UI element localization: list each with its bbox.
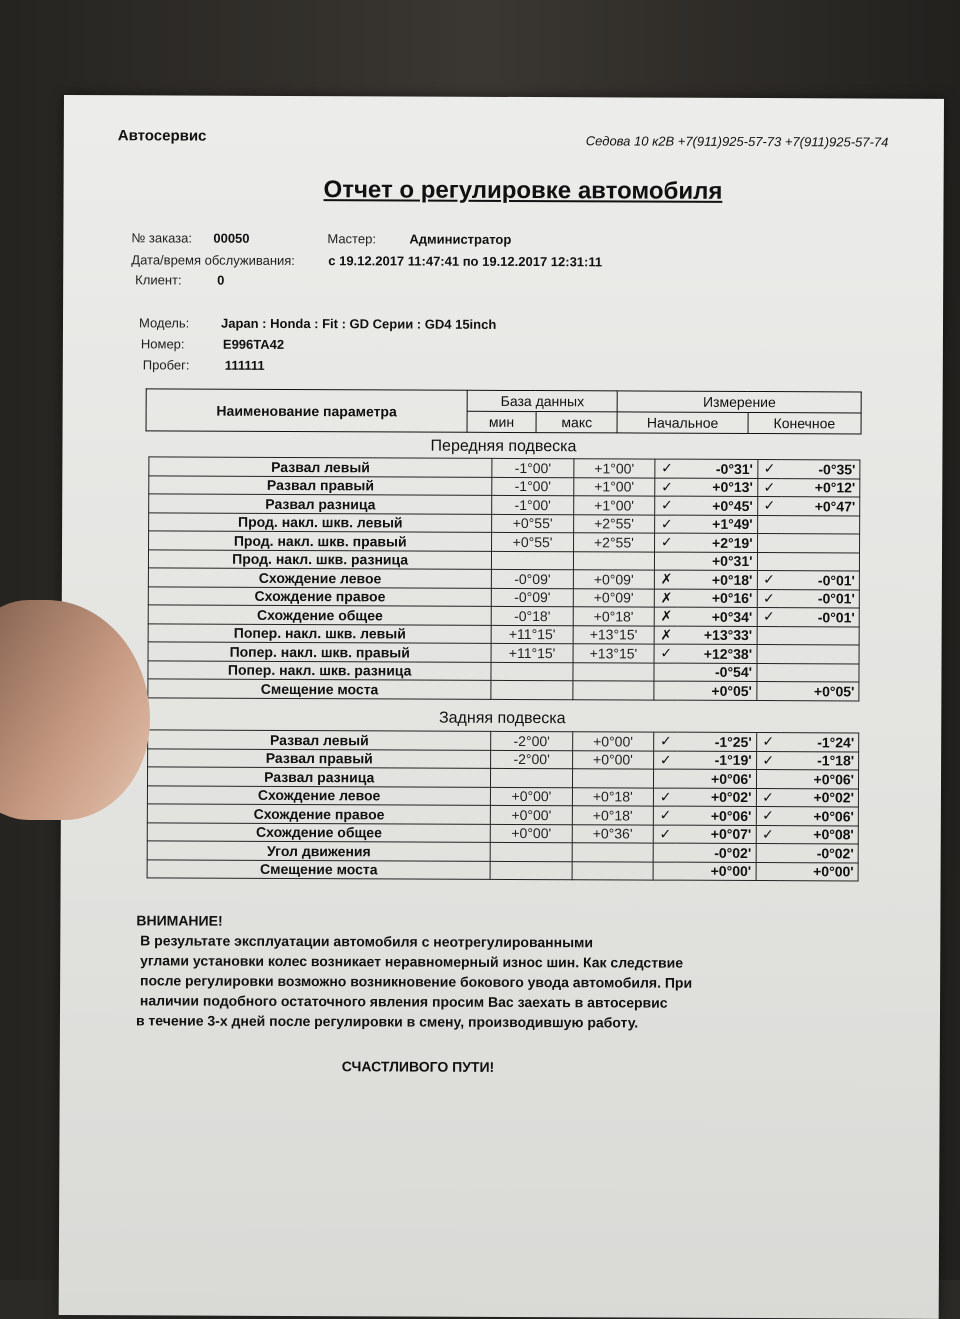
final-status-icon: ✓ [757,478,781,497]
initial-status-icon: ✓ [653,825,677,844]
datetime-label: Дата/время обслуживания: [131,252,295,269]
master-value: Администратор [409,231,512,247]
param-name: Развал разница [147,767,490,787]
db-min [490,861,571,880]
table-row [147,859,858,881]
db-min [491,662,572,681]
param-name: Попер. накл. шкв. левый [148,623,491,643]
final-status-icon: ✓ [757,571,781,590]
notice-line: наличии подобного остаточного явления просим Вас заехать в автосервис [136,992,668,1011]
company-contact: Седова 10 к2В +7(911)925-57-73 +7(911)925-57-74 [585,133,889,150]
plate-value: E996TA42 [222,336,285,352]
initial-value: +13°33' [678,626,757,645]
initial-status-icon [654,552,678,571]
rear-section-title: Задняя подвеска [438,709,566,728]
db-min [492,551,573,570]
db-max: +0°36' [572,824,653,843]
param-name: Развал левый [148,730,491,750]
initial-status-icon: ✓ [655,496,679,515]
header-final: Конечное [748,412,861,433]
initial-value: +0°06' [677,769,756,788]
master-label: Мастер: [327,231,377,247]
final-status-icon [756,862,780,881]
db-max: +0°00' [572,732,653,751]
param-name: Схождение левое [147,785,490,805]
initial-value: +0°07' [677,825,756,844]
initial-value: -0°02' [677,843,756,862]
initial-value: +0°06' [677,806,756,825]
notice-line: после регулировки возможно возникновение бокового увода автомобиля. При [136,972,693,991]
param-name: Прод. накл. шкв. левый [149,512,492,532]
db-max [572,843,653,862]
db-min [491,842,572,861]
param-name: Схождение правое [148,586,491,606]
initial-value: +0°31' [678,552,757,571]
final-value: +0°06' [780,770,859,789]
initial-status-icon [653,862,677,881]
param-name: Развал правый [149,475,492,495]
initial-value: -1°25' [677,732,756,751]
rear-suspension-table [147,729,860,881]
final-status-icon: ✓ [757,497,781,516]
initial-status-icon: ✓ [655,459,679,478]
final-value: +0°00' [779,862,858,881]
db-min: -2°00' [491,731,572,750]
final-value [780,663,859,682]
db-max: +0°18' [572,787,653,806]
report-title: Отчет о регулировке автомобиля [323,176,723,205]
initial-value: +0°05' [678,681,757,700]
final-value: -0°01' [781,571,860,590]
initial-status-icon [653,843,677,862]
final-status-icon [757,552,781,571]
initial-value: +0°16' [678,589,757,608]
report-sheet [59,95,944,1319]
db-min: +0°00' [491,787,572,806]
front-section-title: Передняя подвеска [430,437,577,456]
mileage-label: Пробег: [142,357,190,373]
mileage-value: 111111 [224,357,265,373]
db-max: +0°00' [572,750,653,769]
db-min: +0°00' [491,824,572,843]
param-name: Попер. накл. шкв. правый [148,642,491,662]
param-name: Попер. накл. шкв. разница [148,660,491,680]
notice-line: В результате эксплуатации автомобиля с неотрегулированными [136,932,594,951]
initial-value: +0°18' [678,570,757,589]
final-value: +0°02' [780,788,859,807]
final-status-icon [757,645,781,664]
db-min: +0°55' [492,514,573,533]
db-min: -1°00' [492,477,573,496]
final-status-icon [756,844,780,863]
db-max: +0°09' [573,588,654,607]
model-value: Japan : Honda : Fit : GD Серии : GD4 15inch [220,315,497,332]
db-max: +1°00' [574,459,655,478]
param-name: Прод. накл. шкв. правый [149,531,492,551]
final-status-icon [757,534,781,553]
header-measurement: Измерение [618,391,862,413]
notice-line: углами установки колес возникает неравномерный износ шин. Как следствие [136,952,684,971]
db-min: +11°15' [491,643,572,662]
final-status-icon: ✓ [756,733,780,752]
initial-status-icon [654,681,678,700]
db-min: -0°09' [492,569,573,588]
db-max [573,551,654,570]
db-min: -1°00' [492,458,573,477]
param-name: Прод. накл. шкв. разница [148,549,491,569]
front-suspension-table [147,456,860,701]
db-max: +1°00' [573,496,654,515]
param-name: Развал правый [148,748,491,768]
header-database: База данных [467,390,618,412]
db-min [491,768,572,787]
final-status-icon: ✓ [757,608,781,627]
db-min: -2°00' [491,750,572,769]
db-max: +2°55' [573,514,654,533]
final-status-icon [756,682,780,701]
final-status-icon [756,663,780,682]
table-header [146,388,862,434]
final-status-icon: ✓ [756,751,780,770]
final-status-icon: ✓ [756,825,780,844]
client-label: Клиент: [135,272,182,288]
initial-status-icon: ✓ [654,644,678,663]
final-status-icon: ✓ [756,788,780,807]
final-status-icon [756,770,780,789]
param-name: Схождение правое [147,804,490,824]
db-min: +0°55' [492,532,573,551]
initial-value: -0°54' [678,663,757,682]
order-value: 00050 [213,230,250,246]
db-max [572,769,653,788]
header-param: Наименование параметра [146,389,467,432]
company-name: Автосервис [117,127,207,145]
initial-value: +0°45' [678,496,757,515]
db-max: +0°18' [573,607,654,626]
initial-value: +2°19' [678,533,757,552]
final-status-icon [757,626,781,645]
plate-label: Номер: [140,336,185,352]
initial-status-icon: ✓ [654,751,678,770]
initial-value: +1°49' [678,515,757,534]
final-value: +0°47' [781,497,860,516]
final-value [780,626,859,645]
db-min: +11°15' [491,625,572,644]
initial-value: -1°19' [677,751,756,770]
initial-status-icon: ✗ [654,570,678,589]
client-value: 0 [217,272,225,288]
table-row [148,679,859,701]
final-value: -1°18' [780,751,859,770]
final-value: -0°01' [781,589,860,608]
initial-value: +12°38' [678,644,757,663]
db-max: +13°15' [573,625,654,644]
initial-value: -0°31' [679,459,758,478]
db-min: +0°00' [491,805,572,824]
notice [136,910,692,1032]
initial-status-icon: ✓ [653,806,677,825]
initial-status-icon: ✗ [654,589,678,608]
final-value [781,552,860,571]
farewell: СЧАСТЛИВОГО ПУТИ! [341,1058,495,1075]
final-value [781,515,860,534]
final-value: -0°35' [781,460,860,479]
initial-status-icon: ✗ [654,607,678,626]
db-max: +0°09' [573,570,654,589]
param-name: Схождение общее [147,822,490,842]
param-name: Схождение общее [148,605,491,625]
initial-status-icon: ✓ [655,478,679,497]
db-min [491,680,572,699]
db-max: +2°55' [573,533,654,552]
db-max: +0°18' [572,806,653,825]
final-value [781,534,860,553]
initial-status-icon [654,769,678,788]
header-min: мин [467,411,536,432]
initial-value: +0°00' [677,862,756,881]
param-name: Схождение левое [148,568,491,588]
model-label: Модель: [138,315,190,331]
param-name: Смещение моста [147,859,490,879]
final-status-icon: ✓ [757,589,781,608]
db-min: -0°18' [492,606,573,625]
final-value: +0°05' [780,682,859,701]
final-value: -1°24' [780,733,859,752]
final-value: +0°06' [780,807,859,826]
final-value: +0°08' [780,825,859,844]
db-max: +1°00' [573,477,654,496]
initial-status-icon: ✓ [655,515,679,534]
header-max: макс [536,412,618,433]
notice-heading: ВНИМАНИЕ! [136,912,223,929]
final-value [780,645,859,664]
db-max: +13°15' [573,644,654,663]
header-initial: Начальное [618,412,748,434]
order-label: № заказа: [131,230,193,246]
initial-value: +0°02' [677,788,756,807]
initial-status-icon: ✓ [654,732,678,751]
initial-value: +0°13' [679,478,758,497]
db-max [572,861,653,880]
initial-status-icon: ✓ [655,533,679,552]
final-status-icon [757,515,781,534]
initial-status-icon: ✗ [654,626,678,645]
db-max [573,662,654,681]
datetime-value: с 19.12.2017 11:47:41 по 19.12.2017 12:31:11 [328,253,603,270]
initial-value: +0°34' [678,607,757,626]
notice-line: в течение 3-х дней после регулировки в смену, производившую работу. [135,1012,639,1031]
final-value: +0°12' [781,478,860,497]
db-min: -1°00' [492,495,573,514]
initial-status-icon: ✓ [653,788,677,807]
param-name: Развал левый [149,457,492,477]
db-min: -0°09' [492,588,573,607]
db-max [573,681,654,700]
param-name: Угол движения [147,841,490,861]
param-name: Развал разница [149,494,492,514]
initial-status-icon [654,663,678,682]
final-value: -0°02' [779,844,858,863]
param-name: Смещение моста [148,679,491,699]
final-status-icon: ✓ [757,460,781,479]
final-status-icon: ✓ [756,807,780,826]
final-value: -0°01' [780,608,859,627]
